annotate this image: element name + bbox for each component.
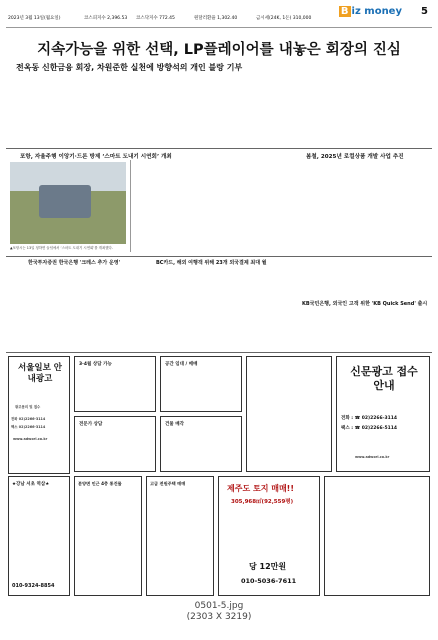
masthead-kospi: 코스피지수 2,396.53	[84, 16, 128, 21]
ad-phone: 010-9324-8854	[12, 583, 55, 589]
ad-title: 건물 매각	[165, 422, 184, 427]
ad-land-sale	[218, 476, 320, 596]
ad-title: ★강남 서초 역삼★	[12, 482, 50, 487]
story2-caption: ▲포항시는 13일 청하면 들녘에서 ‘스마트 도내기 시연회’를 개최했다.	[10, 246, 113, 250]
divider	[130, 160, 131, 252]
ad-block	[324, 476, 430, 596]
ad-register-web: www.adworl.co.kr	[355, 455, 390, 459]
divider	[6, 148, 432, 149]
ad-land-area: 305,968㎡(92,559평)	[231, 499, 294, 505]
ad-block	[160, 356, 242, 412]
ad-title: 고급 전원주택 매매	[150, 481, 186, 486]
masthead-exchange: 원달러환율 1,302.40	[194, 16, 238, 21]
ad-block	[74, 416, 156, 472]
section-logo-badge: B	[340, 6, 349, 17]
ad-land-title: 제주도 토지 매매!!	[227, 484, 294, 493]
story4-col2	[302, 162, 364, 252]
ad-info-phone: 전화 02)2266-3114	[11, 417, 46, 421]
ad-register-tel: 전화 : ☎ 02)2266-3114	[341, 416, 398, 421]
section-logo	[339, 6, 402, 17]
story2-headline: 포항, 자율주행 이앙기·드론 방제 ‘스마트 도내기 시연회’ 개최	[20, 154, 172, 160]
ad-block	[146, 476, 214, 596]
main-story-col2	[92, 74, 170, 146]
ad-register-box	[336, 356, 430, 472]
story3-col1	[138, 268, 208, 348]
ad-land-phone: 010-5036-7611	[241, 577, 297, 585]
ad-info-fax: 팩스 02)2266-3114	[11, 425, 46, 429]
ad-title: 분양면 인근 4층 통건물	[78, 481, 122, 486]
ad-title: 공간 임대 / 매매	[165, 362, 198, 367]
ad-block	[246, 356, 332, 472]
divider	[6, 256, 432, 257]
ad-info-web: www.adworl.co.kr	[13, 437, 48, 441]
section-logo-text: iz money	[351, 6, 402, 17]
ad-block	[74, 476, 142, 596]
masthead-gold: 금시세(24K, 1돈) 310,000	[256, 16, 312, 21]
story2-col2	[184, 162, 236, 252]
main-story-col4	[256, 60, 336, 146]
ad-title: 전문가 상담	[79, 422, 103, 427]
story4-col3	[368, 162, 430, 252]
main-story-col5	[340, 60, 428, 146]
main-story-col1	[10, 74, 88, 146]
story2-photo	[10, 162, 126, 244]
story4-col1	[240, 162, 298, 252]
story6-col1	[288, 310, 354, 350]
masthead-date: 2023년 3월 13일(월요일)	[8, 16, 61, 21]
ad-block	[74, 356, 156, 412]
story4-headline: 봄철, 2025년 로컬상품 개발 사업 추진	[306, 154, 404, 160]
ad-land-price: 당 12만원	[249, 562, 287, 571]
ad-block	[8, 476, 70, 596]
main-story-col3	[174, 74, 252, 146]
ad-register-fax: 팩스 : ☎ 02)2266-5114	[341, 426, 398, 431]
main-subhead: 전옥동 신한금융 회장, 차원준한 실천에 방향석의 개인 블랑 기부	[16, 63, 243, 72]
ad-register-title: 신문광고 접수안내	[350, 365, 418, 392]
masthead-kosdaq: 코스닥지수 772.45	[136, 16, 175, 21]
ad-info-sub: 광고문의 및 접수	[15, 405, 41, 409]
image-filename: 0501-5.jpg	[194, 601, 244, 611]
newspaper-page	[6, 0, 432, 628]
divider	[6, 352, 432, 353]
story5-headline: 한국투자증권 한국은행 '크레스 추가 운영'	[28, 260, 121, 266]
story3-headline: BC카드, 해외 여행객 위해 23개 외국결제 최대 월	[156, 260, 267, 266]
story6-col2	[358, 310, 430, 350]
ad-block	[160, 416, 242, 472]
story2-col1	[130, 162, 180, 252]
story3-col2	[212, 268, 282, 348]
ad-info-title: 서울일보 안내광고	[17, 363, 62, 384]
ad-info-box	[8, 356, 70, 474]
story6-headline: KB국민은행, 외국인 고객 위한 'KB Quick Send' 출시	[302, 301, 428, 307]
main-headline: 지속가능을 위한 선택, LP플레이어를 내놓은 회장의 진심	[37, 42, 401, 58]
image-caption	[0, 601, 438, 623]
ad-title: 3·4월 상담 가능	[79, 362, 112, 367]
story5-col1	[10, 268, 70, 348]
story6-col-top	[288, 262, 430, 296]
image-dimensions: (2303 X 3219)	[186, 612, 252, 622]
story5-col2	[74, 268, 134, 348]
page-number: 5	[421, 6, 428, 17]
